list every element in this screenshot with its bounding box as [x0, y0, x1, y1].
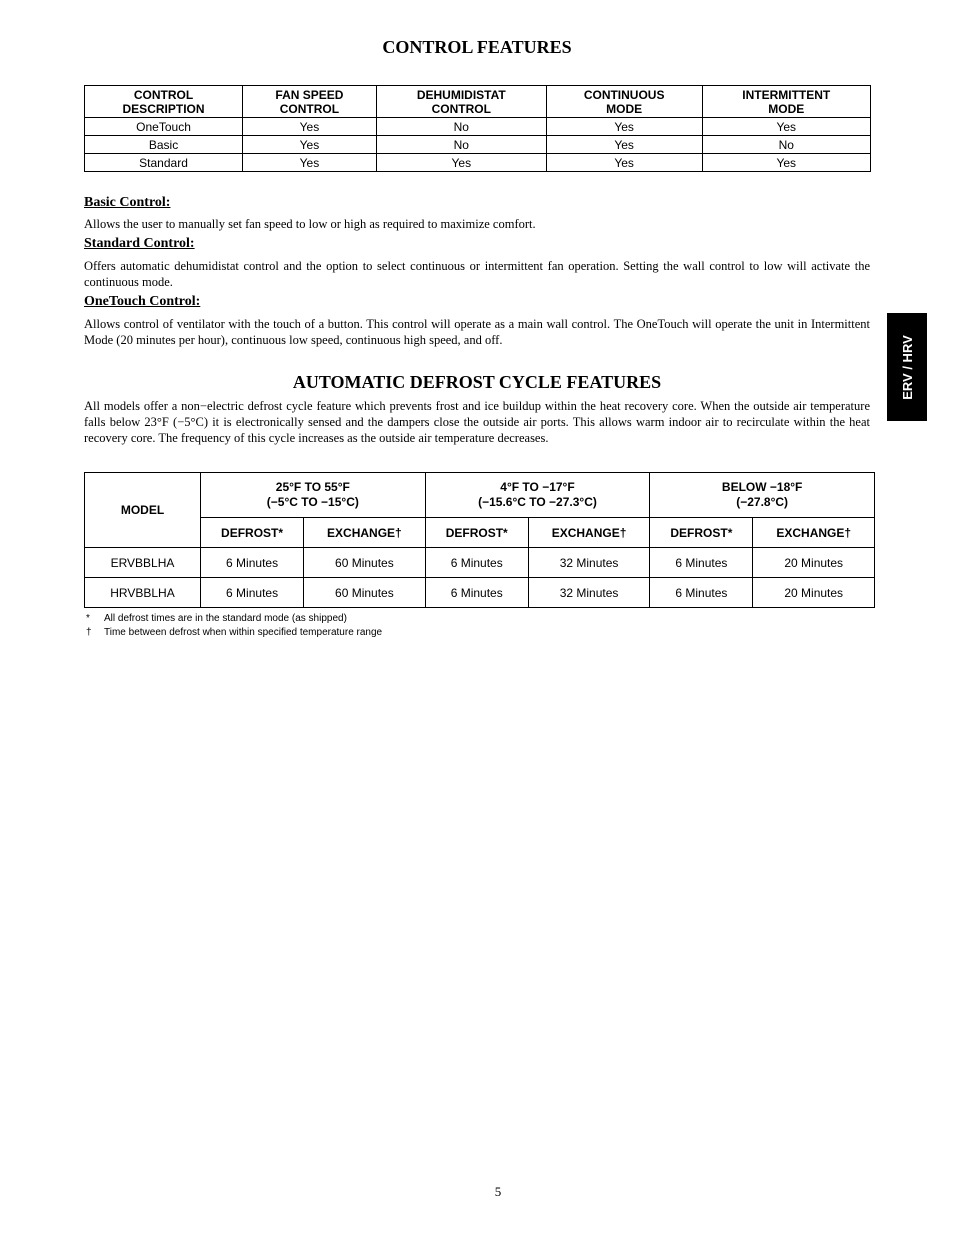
header-range-3 [650, 473, 875, 518]
table-cell: 6 Minutes [201, 548, 304, 578]
side-tab-label: ERV / HRV [899, 334, 915, 400]
table-row [85, 118, 871, 136]
table-cell: Yes [546, 154, 702, 172]
table-cell: 60 Minutes [304, 548, 426, 578]
header-line: DESCRIPTION [122, 101, 205, 116]
table-cell: 6 Minutes [425, 548, 528, 578]
header-defrost: DEFROST* [201, 518, 304, 548]
table-header-row [85, 473, 875, 518]
table-row [85, 136, 871, 154]
table-row [85, 154, 871, 172]
defrost-features-title: AUTOMATIC DEFROST CYCLE FEATURES [292, 372, 662, 392]
table-cell: OneTouch [85, 118, 243, 136]
header-defrost: DEFROST* [425, 518, 528, 548]
standard-control-heading: Standard Control: [84, 236, 195, 251]
table-cell: Yes [702, 118, 870, 136]
onetouch-control-heading: OneTouch Control: [84, 294, 201, 309]
table-cell: Basic [85, 136, 243, 154]
table-cell: Standard [85, 154, 243, 172]
standard-control-text: Offers automatic dehumidistat control and the option to select continuous or intermittent fan operation. Setting the wall control to low will activate the continuous mode. [84, 259, 870, 289]
range-line: 25°F TO 55°F [275, 480, 350, 494]
table-cell: 60 Minutes [304, 578, 426, 608]
header-line: MODE [606, 101, 643, 116]
range-line: 4°F TO −17°F [500, 480, 575, 494]
table-cell: 6 Minutes [650, 548, 753, 578]
table-cell: 32 Minutes [528, 578, 650, 608]
header-dehumidistat [376, 86, 546, 118]
table-cell: Yes [243, 154, 377, 172]
header-intermittent [702, 86, 870, 118]
page-number: 5 [494, 1184, 502, 1199]
header-line: FAN SPEED [275, 87, 344, 102]
control-features-title: CONTROL FEATURES [382, 37, 572, 57]
header-line: CONTROL [279, 101, 340, 116]
header-continuous [546, 86, 702, 118]
defrost-intro-text: All models offer a non−electric defrost cycle feature which prevents frost and ice buildup within the heat recovery core. When the outside air temperature falls below 23°F (−5°C) it is electronically sensed and the dampers close the outside air ports. This allows warm indoor air to recirculate within the heat recovery core. The frequency of this cycle increases as the outside air temperature decreases. [84, 399, 870, 445]
table-row [85, 578, 875, 608]
header-model: MODEL [85, 473, 201, 548]
header-exchange: EXCHANGE† [528, 518, 650, 548]
footnote-defrost [86, 613, 347, 625]
header-line: INTERMITTENT [742, 87, 831, 102]
footnote-mark: * [86, 613, 90, 624]
table-cell: 20 Minutes [753, 578, 875, 608]
footnote-text: Time between defrost when within specified temperature range [104, 627, 383, 638]
range-line: (−15.6°C TO −27.3°C) [478, 495, 597, 509]
table-cell: No [702, 136, 870, 154]
footnote-exchange [86, 627, 382, 639]
header-line: CONTROL [133, 87, 194, 102]
range-line: BELOW −18°F [721, 480, 803, 494]
table-cell: 6 Minutes [650, 578, 753, 608]
erv-hrv-side-tab [887, 313, 927, 421]
basic-control-text: Allows the user to manually set fan speed to low or high as required to maximize comfort. [84, 217, 536, 231]
table-cell: Yes [243, 136, 377, 154]
header-line: CONTINUOUS [583, 87, 665, 102]
footnote-mark: † [86, 627, 92, 638]
table-cell: 20 Minutes [753, 548, 875, 578]
table-header-row [85, 86, 871, 118]
control-features-table [84, 85, 871, 172]
onetouch-control-text: Allows control of ventilator with the touch of a button. This control will operate as a main wall control. The OneTouch will operate the unit in Intermittent Mode (20 minutes per hour), continuous low speed, continuous high speed, and off. [84, 317, 870, 347]
table-cell: 32 Minutes [528, 548, 650, 578]
table-cell: 6 Minutes [201, 578, 304, 608]
table-cell: No [376, 118, 546, 136]
range-line: (−5°C TO −15°C) [266, 495, 359, 509]
table-cell: Yes [243, 118, 377, 136]
header-line: DEHUMIDISTAT [416, 87, 506, 102]
table-cell: HRVBBLHA [85, 578, 201, 608]
table-cell: Yes [546, 118, 702, 136]
table-cell: 6 Minutes [425, 578, 528, 608]
header-defrost: DEFROST* [650, 518, 753, 548]
header-range-2 [425, 473, 650, 518]
table-cell: Yes [546, 136, 702, 154]
header-line: MODE [768, 101, 805, 116]
table-subheader-row [85, 518, 875, 548]
range-line: (−27.8°C) [736, 495, 789, 509]
table-cell: Yes [376, 154, 546, 172]
table-cell: ERVBBLHA [85, 548, 201, 578]
basic-control-heading: Basic Control: [84, 195, 171, 210]
header-control-description [85, 86, 243, 118]
footnote-text: All defrost times are in the standard mode (as shipped) [104, 613, 347, 624]
header-line: CONTROL [431, 101, 491, 116]
header-range-1 [201, 473, 426, 518]
table-cell: Yes [702, 154, 870, 172]
defrost-cycle-table [84, 472, 875, 608]
table-cell: No [376, 136, 546, 154]
header-fan-speed [243, 86, 377, 118]
header-exchange: EXCHANGE† [304, 518, 426, 548]
table-row [85, 548, 875, 578]
header-exchange: EXCHANGE† [753, 518, 875, 548]
